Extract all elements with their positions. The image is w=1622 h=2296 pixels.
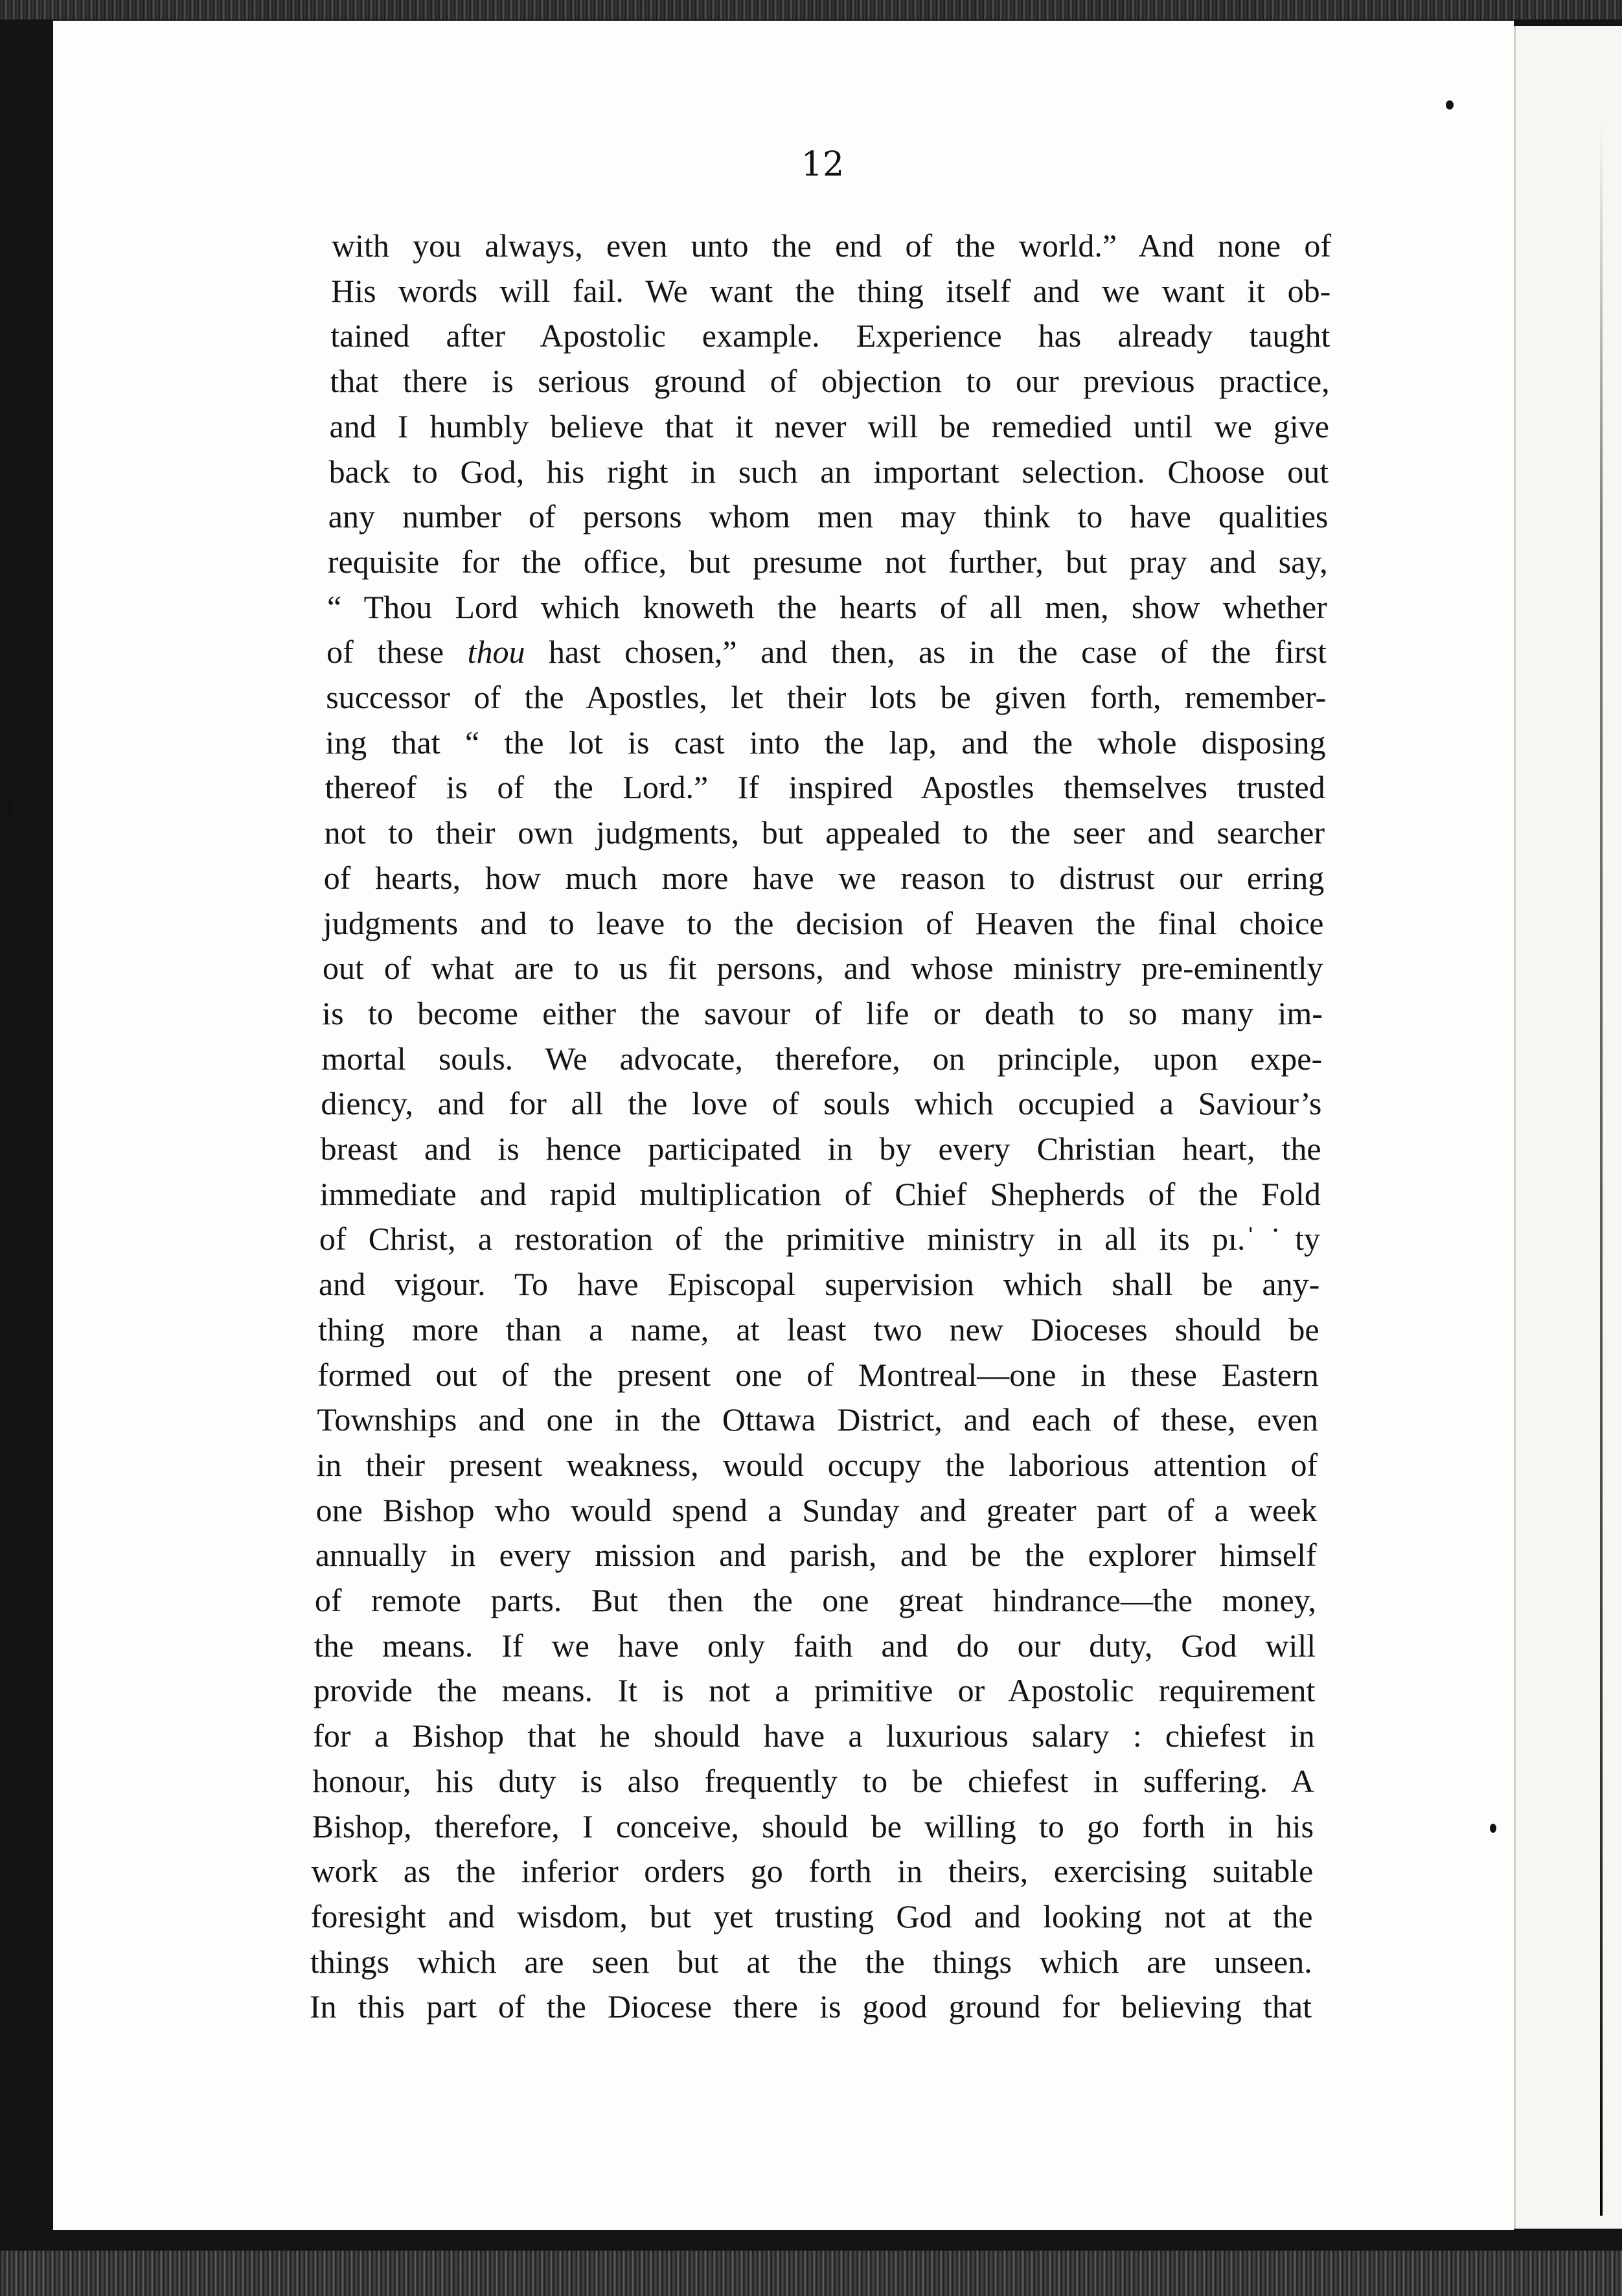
- scan-border-top: [0, 0, 1622, 19]
- text-line: Bishop, therefore, I conceive, should be willing to go forth in his: [312, 1808, 1314, 1844]
- text-line: not to their own judgments, but appealed to the seer and searcher: [324, 814, 1325, 851]
- text-line: out of what are to us fit persons, and whose ministry pre-eminently: [323, 950, 1323, 987]
- text-line: ing that “ the lot is cast into the lap, and the whole disposing: [325, 724, 1326, 761]
- text-line: honour, his duty is also frequently to be chiefest in suffering. A: [312, 1762, 1314, 1799]
- text-line: diency, and for all the love of souls which occupied a Saviour’s: [321, 1085, 1322, 1122]
- scan-border-bottom: [0, 2251, 1622, 2296]
- scan-speck: [1446, 100, 1454, 109]
- text-line: immediate and rapid multiplication of Chief Shepherds of the Fold: [319, 1175, 1321, 1212]
- text-line: “ Thou Lord which knoweth the hearts of all men, show whether: [327, 588, 1327, 625]
- text-line: is to become either the savour of life or death to so many im-: [322, 994, 1323, 1031]
- text-line: His words will fail. We want the thing itself and we want it ob-: [331, 272, 1331, 309]
- text-line: formed out of the present one of Montreal—one in these Eastern: [317, 1356, 1319, 1393]
- text-line: of Christ, a restoration of the primitive ministry in all its pı.ˈ˙ty: [319, 1221, 1321, 1257]
- facing-page-edge: [1514, 26, 1622, 2229]
- text-line: back to God, his right in such an important selection. Choose out: [328, 453, 1329, 490]
- text-line: work as the inferior orders go forth in theirs, exercising suitable: [311, 1853, 1314, 1890]
- text-line: tained after Apostolic example. Experience has already taught: [330, 317, 1331, 354]
- text-line: and vigour. To have Episcopal supervision which shall be any-: [318, 1266, 1320, 1303]
- text-line: for a Bishop that he should have a luxurious salary : chiefest in: [313, 1717, 1315, 1754]
- text-line: thing more than a name, at least two new Dioceses should be: [318, 1311, 1319, 1348]
- text-line: in their present weakness, would occupy the laborious attention of: [316, 1446, 1318, 1483]
- text-line: Townships and one in the Ottawa District, and each of these, even: [317, 1401, 1318, 1438]
- text-line: provide the means. It is not a primitive or Apostolic requirement: [314, 1672, 1316, 1709]
- text-line: of these thou hast chosen,” and then, as in the case of the first: [326, 634, 1327, 671]
- text-line: successor of the Apostles, let their lots be given forth, remember-: [326, 679, 1327, 715]
- text-line: one Bishop who would spend a Sunday and greater part of a week: [315, 1491, 1318, 1528]
- text-line: any number of persons whom men may think to have qualities: [328, 498, 1329, 535]
- text-line: mortal souls. We advocate, therefore, on principle, upon expe-: [321, 1040, 1323, 1077]
- text-line: of hearts, how much more have we reason to distrust our erring: [323, 859, 1325, 896]
- text-line: that there is serious ground of objection to our previous practice,: [330, 363, 1330, 400]
- text-line: judgments and to leave to the decision of Heaven the final choice: [323, 904, 1324, 941]
- scan-speck: [8, 802, 13, 816]
- scan-speck: [4, 930, 23, 936]
- text-line: foresight and wisdom, but yet trusting God and looking not at the: [310, 1898, 1313, 1934]
- italic-word: thou: [467, 634, 525, 671]
- text-line: thereof is of the Lord.” If inspired Apostles themselves trusted: [325, 769, 1325, 806]
- scan-speck: [1490, 1824, 1496, 1833]
- text-line: things which are seen but at the the things which are unseen.: [310, 1943, 1312, 1980]
- text-line: and I humbly believe that it never will be remedied until we give: [329, 408, 1329, 444]
- text-line: the means. If we have only faith and do our duty, God will: [314, 1627, 1316, 1664]
- page-number: 12: [801, 145, 845, 184]
- text-line: annually in every mission and parish, and be the explorer himself: [315, 1537, 1317, 1574]
- text-line: In this part of the Diocese there is good ground for believing that: [310, 1988, 1312, 2025]
- text-line: requisite for the office, but presume not further, but pray and say,: [327, 543, 1328, 580]
- text-line: breast and is hence participated in by every Christian heart, the: [320, 1131, 1321, 1167]
- text-line: of remote parts. But then the one great hindrance—the money,: [314, 1582, 1316, 1618]
- text-line: with you always, even unto the end of the world.” And none of: [332, 227, 1331, 264]
